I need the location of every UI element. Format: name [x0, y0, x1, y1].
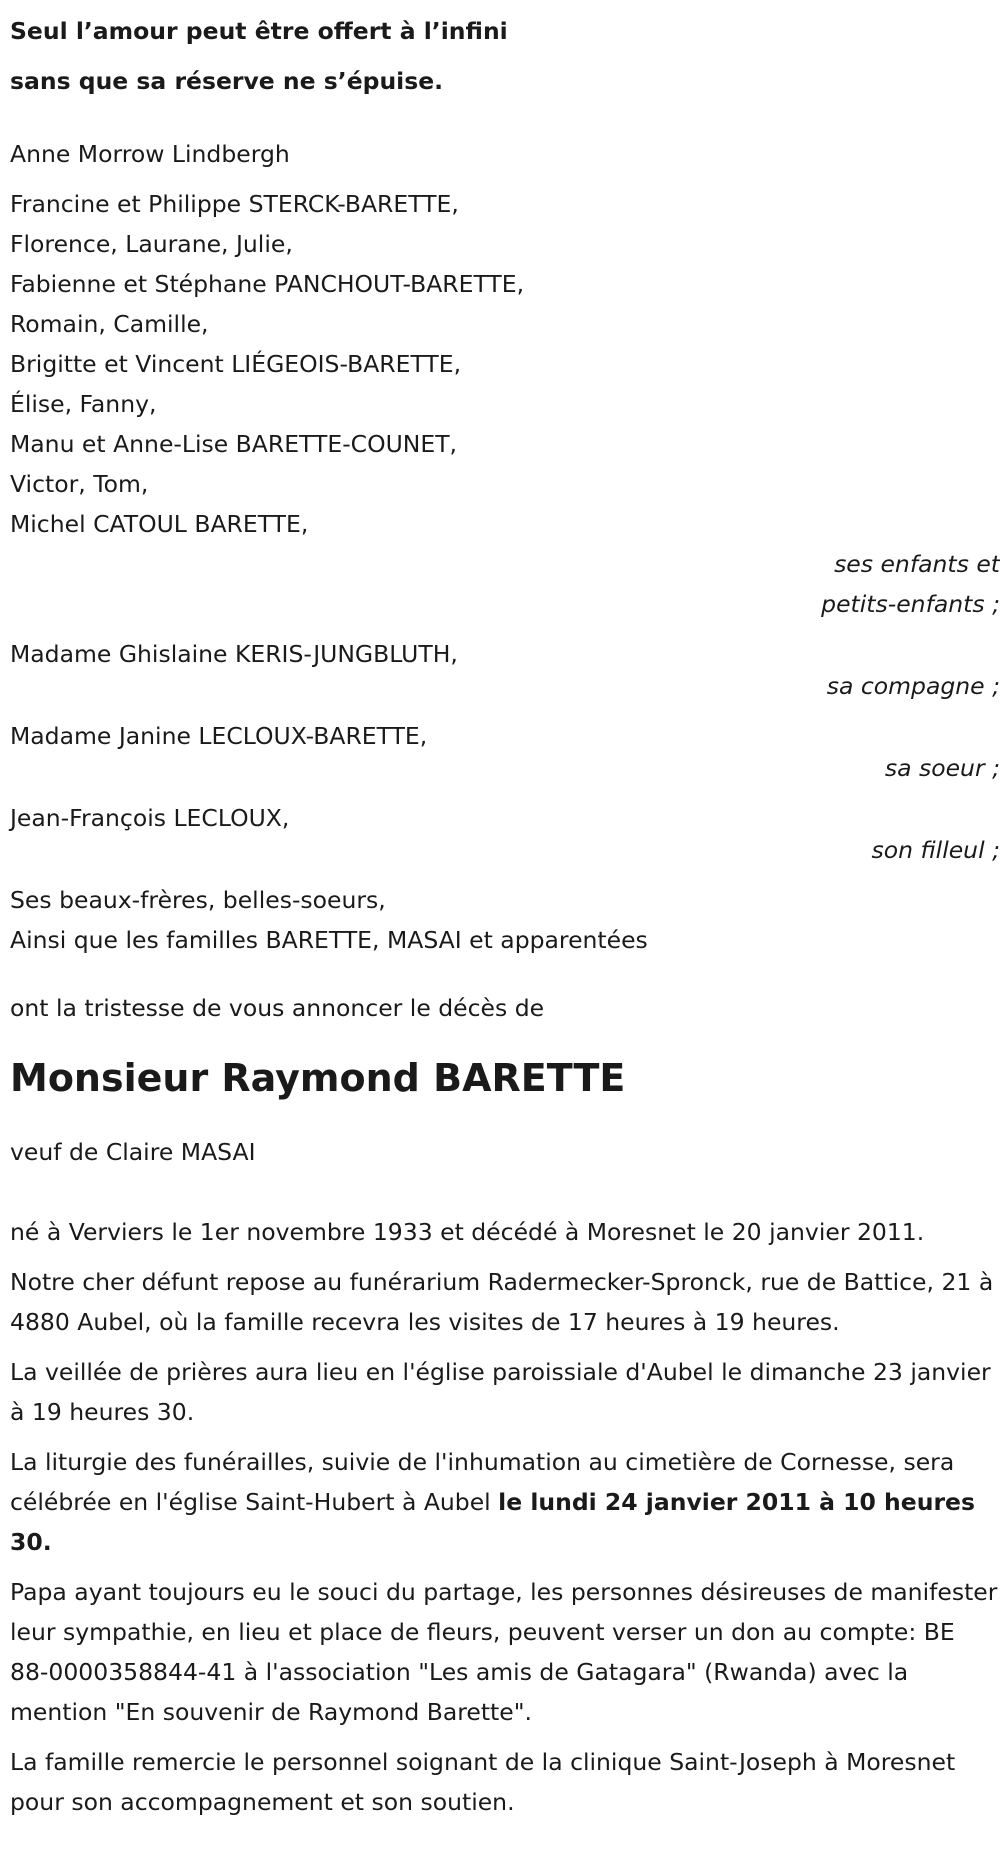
quote-line-2: sans que sa réserve ne s’épuise. — [10, 67, 444, 95]
godson-entry — [10, 798, 1000, 870]
family-line: Manu et Anne-Lise BARETTE-COUNET, — [10, 430, 458, 458]
family-line: Francine et Philippe STERCK-BARETTE, — [10, 190, 459, 218]
announcement: ont la tristesse de vous annoncer le décès de — [10, 994, 545, 1022]
companion-name: Madame Ghislaine KERIS-JUNGBLUTH, — [10, 640, 458, 668]
godson-role: son filleul ; — [871, 836, 1000, 864]
family-line: Romain, Camille, — [10, 310, 209, 338]
family-line: Élise, Fanny, — [10, 390, 157, 418]
thanks-paragraph: La famille remercie le personnel soignant de la clinique Saint-Joseph à Moresnet pour son accompagnement et son soutien. — [10, 1748, 956, 1816]
family-line: Brigitte et Vincent LIÉGEOIS-BARETTE, — [10, 350, 462, 378]
donation-paragraph: Papa ayant toujours eu le souci du partage, les personnes désireuses de manifester leur sympathie, en lieu et place de fleurs, peuvent verser un don au compte: BE 88-0000358844-41 à l'association "Les amis de Gatagara" (Rwanda) avec la mention "En souvenir de Raymond Barette". — [10, 1578, 998, 1726]
birth-death-paragraph: né à Verviers le 1er novembre 1933 et décédé à Moresnet le 20 janvier 2011. — [10, 1218, 925, 1246]
children-role-line-2: petits-enfants ; — [821, 590, 1000, 618]
sister-entry — [10, 716, 1000, 788]
vigil-paragraph: La veillée de prières aura lieu en l'église paroissiale d'Aubel le dimanche 23 janvier à 19 heures 30. — [10, 1358, 991, 1426]
funeral-intro: La liturgie des funérailles, suivie de l'inhumation au cimetière de Cornesse, sera célébrée en l'église Saint-Hubert à Aubel — [10, 1448, 955, 1516]
sister-role: sa soeur ; — [884, 754, 1000, 782]
quote-author: Anne Morrow Lindbergh — [10, 140, 290, 168]
godson-name: Jean-François LECLOUX, — [10, 804, 290, 832]
sister-name: Madame Janine LECLOUX-BARETTE, — [10, 722, 428, 750]
children-list — [10, 184, 1000, 624]
funeral-paragraph — [10, 1442, 1000, 1562]
family-line: Fabienne et Stéphane PANCHOUT-BARETTE, — [10, 270, 525, 298]
companion-entry — [10, 634, 1000, 706]
children-role-line-1: ses enfants et — [834, 550, 1000, 578]
funeral-date: le lundi 24 janvier 2011 à 10 heures 30. — [10, 1488, 975, 1556]
quote-line-1: Seul l’amour peut être offert à l’infini — [10, 17, 508, 45]
companion-role: sa compagne ; — [826, 672, 1000, 700]
family-line: Florence, Laurane, Julie, — [10, 230, 293, 258]
viewing-paragraph: Notre cher défunt repose au funérarium Radermecker-Spronck, rue de Battice, 21 à 4880 Aubel, où la famille recevra les visites de 17 heures à 19 heures. — [10, 1268, 994, 1336]
deceased-name: Monsieur Raymond BARETTE — [10, 1056, 626, 1100]
in-laws-line: Ses beaux-frères, belles-soeurs, — [10, 886, 386, 914]
family-line: Victor, Tom, — [10, 470, 149, 498]
family-line: Michel CATOUL BARETTE, — [10, 510, 309, 538]
families-line: Ainsi que les familles BARETTE, MASAI et apparentées — [10, 926, 648, 954]
widower-of: veuf de Claire MASAI — [10, 1138, 256, 1166]
